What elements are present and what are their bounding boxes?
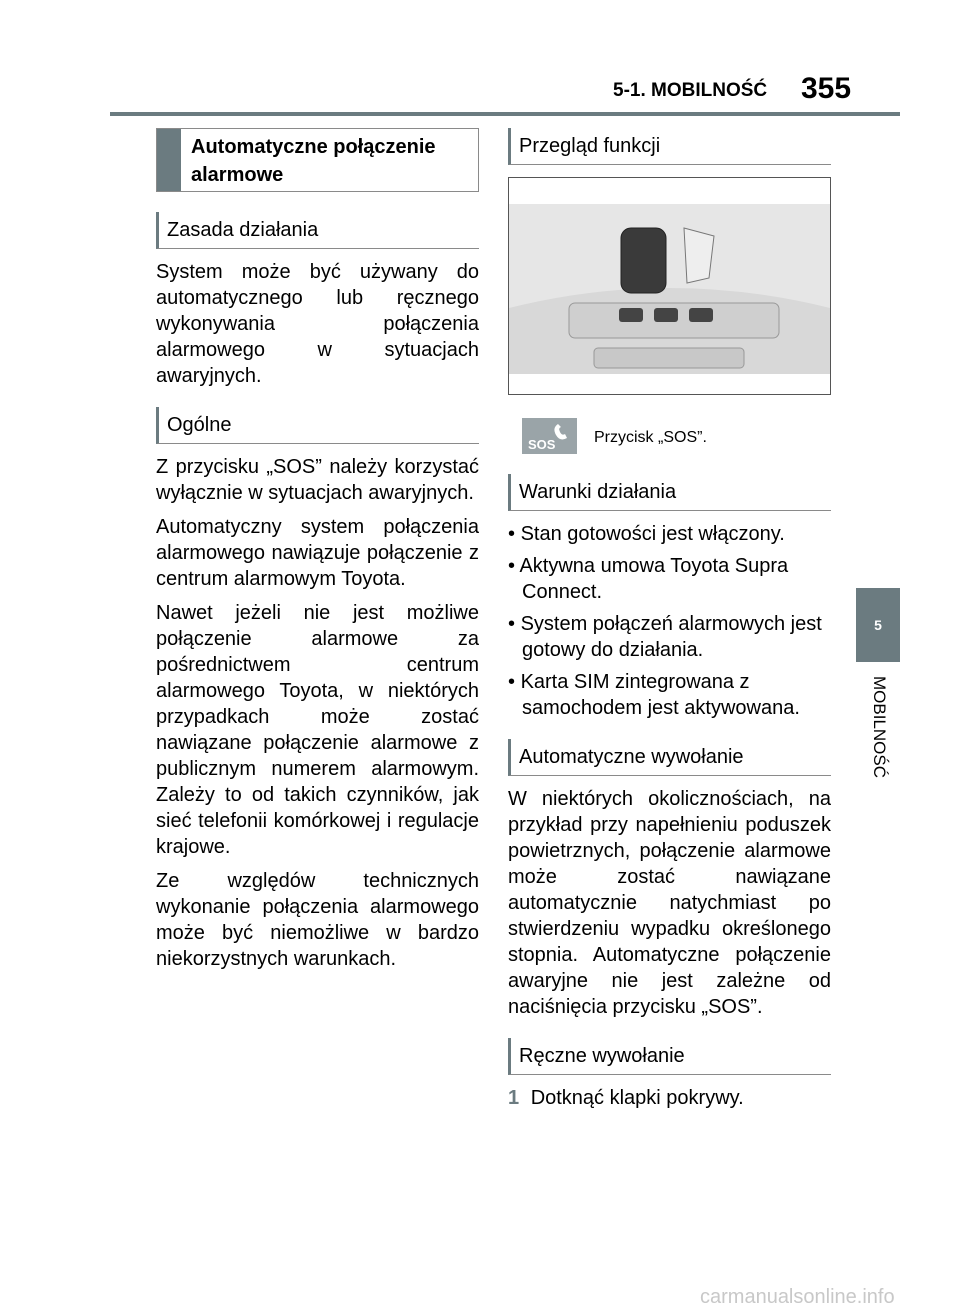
right-column-lower: [508, 474, 831, 1111]
right-column: [508, 128, 831, 165]
paragraph: Nawet jeżeli nie jest możliwe połączenie alarmowe za pośrednictwem centrum alarmowego Toyota, w niektórych przypadkach może zostać nawiązane połączenie alarmowe z publicznym numerem alarmowym. Zależy to od takich czynników, jak sieć telefonii komórkowej i regulacje krajowe.: [156, 602, 479, 858]
subheading-zasada: Zasada działania: [156, 212, 479, 249]
step-number: 1: [508, 1087, 520, 1109]
header-section: 5-1. MOBILNOŚĆ: [613, 80, 768, 101]
side-tab-label: [858, 676, 898, 796]
section-title: Automatyczne połączenie alarmowe: [191, 136, 436, 186]
sos-button-icon: [522, 418, 577, 454]
overhead-console-photo: [508, 177, 831, 395]
section-title-box: [156, 128, 479, 192]
subheading-reczne: Ręczne wywołanie: [508, 1038, 831, 1075]
paragraph: Automatyczny system połączenia alarmowego nawiązuje połączenie z centrum alarmowym Toyota.: [156, 516, 479, 590]
step-item: [508, 1085, 831, 1111]
list-item: • Stan gotowości jest włączony.: [508, 523, 785, 545]
overhead-console-illustration: [509, 178, 830, 394]
side-tab-label-text: MOBILNOŚĆ: [870, 676, 889, 779]
subheading-automatyczne: Automatyczne wywołanie: [508, 739, 831, 776]
side-tab-number: 5: [856, 588, 900, 662]
paragraph: Z przycisku „SOS” należy korzystać wyłącznie w sytuacjach awaryjnych.: [156, 456, 479, 504]
left-column: [156, 128, 479, 972]
paragraph: Ze względów technicznych wykonanie połączenia alarmowego może być niemożliwe w bardzo niekorzystnych warunkach.: [156, 870, 479, 970]
sos-caption: Przycisk „SOS”.: [594, 429, 707, 446]
sos-icon-label: SOS: [528, 437, 556, 452]
header-rule: [110, 112, 900, 116]
list-item: • Karta SIM zintegrowana z samochodem jest aktywowana.: [508, 671, 800, 719]
paragraph: System może być używany do automatycznego lub ręcznego wykonywania połączenia alarmowego w sytuacjach awaryjnych.: [156, 261, 479, 387]
list-item: • System połączeń alarmowych jest gotowy do działania.: [508, 613, 822, 661]
page-number: 355: [801, 72, 852, 105]
paragraph: W niektórych okolicznościach, na przykład przy napełnieniu poduszek powietrznych, połączenie alarmowe może zostać nawiązane automatycznie natychmiast po stwierdzeniu wypadku określonego stopnia. Automatyczne połączenie awaryjne nie jest zależne od naciśnięcia przycisku „SOS”.: [508, 788, 831, 1018]
list-item: • Aktywna umowa Toyota Supra Connect.: [508, 555, 789, 603]
phone-icon: [522, 418, 577, 454]
subheading-ogolne: Ogólne: [156, 407, 479, 444]
step-text: Dotknąć klapki pokrywy.: [530, 1087, 744, 1109]
subheading-przeglad: Przegląd funkcji: [508, 128, 831, 165]
subheading-warunki: Warunki działania: [508, 474, 831, 511]
watermark: carmanualsonline.info: [700, 1286, 895, 1308]
